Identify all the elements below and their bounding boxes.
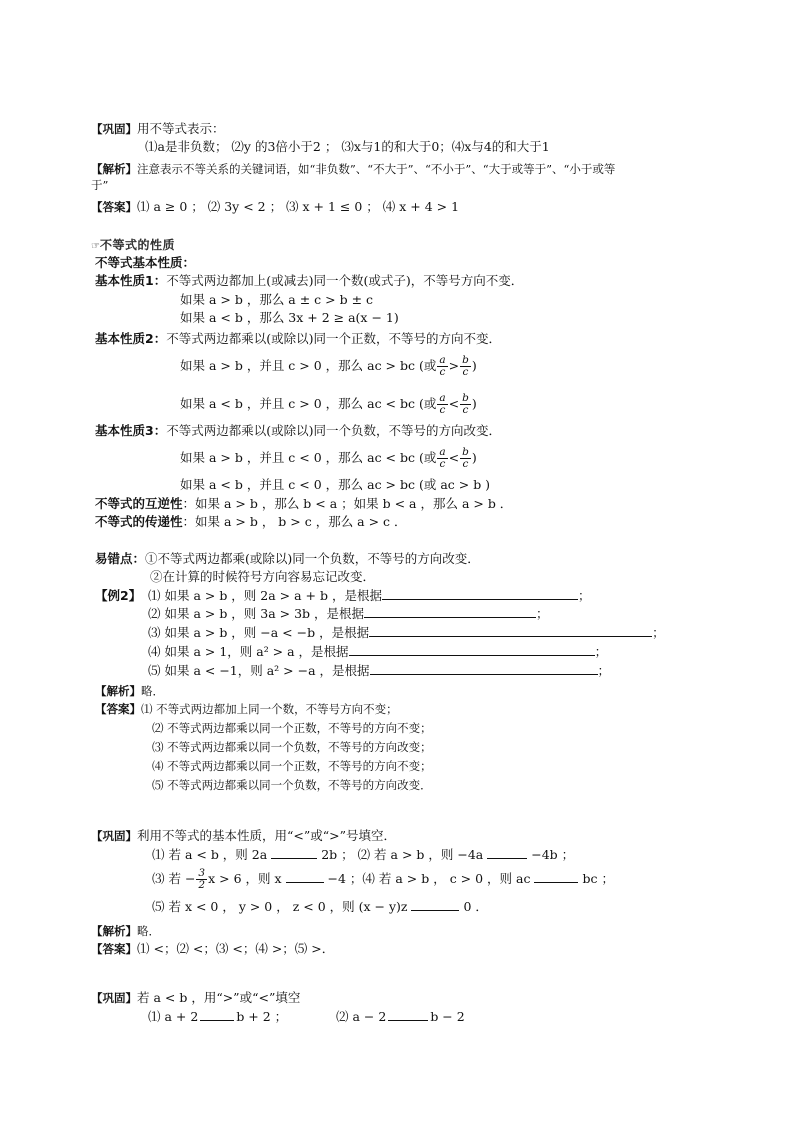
answer-blank[interactable] — [369, 624, 652, 637]
gonggu2-row-2: ⑶ 若 − $\frac{3}{2}$ x > 6 ，则 x −4 ；⑷ 若 a > b ， c > 0 ，则 ac bc ； — [152, 867, 614, 891]
example-2-jiexi: 【解析】略． — [95, 684, 164, 698]
property-2-label: 基本性质2： — [95, 331, 167, 346]
example-2-answer-2: ⑵ 不等式两边都乘以同一个正数，不等号的方向不变； — [152, 721, 432, 735]
gonggu1-answer — [91, 198, 459, 216]
gonggu2-answer: 【答案】⑴ <；⑵ <；⑶ <；⑷ >；⑸ >． — [91, 941, 335, 956]
label-li2: 【例2】 — [95, 588, 142, 603]
example-2-q3: ⑶ 如果 a > b ，则 −a < −b ，是根据 ； — [148, 625, 665, 640]
common-mistakes — [95, 550, 480, 568]
gonggu2-question: 【巩固】利用不等式的基本性质，用“<”或“>”号填空． — [91, 828, 397, 843]
jiexi-text: 注意表示不等关系的关键词语，如“非负数”、“不大于”、“不小于”、“大于或等于”、“小于或等 — [137, 162, 616, 176]
bullet-icon: ☞ — [91, 241, 100, 252]
reversibility — [95, 495, 512, 513]
answer-blank[interactable] — [349, 643, 595, 656]
answer-blank[interactable] — [286, 870, 324, 883]
answer-blank[interactable] — [370, 662, 598, 675]
property-1 — [95, 272, 523, 290]
gonggu3-question: 【巩固】若 a < b ，用“>”或“<”填空 — [91, 990, 301, 1005]
fraction: $\frac{b}{c}$ — [462, 354, 469, 378]
property-3-example-1: 如果 a > b ，并且 c < 0 ，那么 ac < bc (或 $\frac{a}{c}$ < $\frac{b}{c}$ ) — [180, 446, 477, 470]
property-2-text: 不等式两边都乘以(或除以)同一个正数，不等号的方向不变． — [166, 331, 501, 346]
gonggu3-item-2: ⑵ a − 2 b − 2 — [336, 1009, 465, 1024]
transitivity — [95, 513, 407, 531]
fraction: $\frac{a}{c}$ — [439, 446, 446, 470]
answer-blank[interactable] — [382, 587, 578, 600]
gonggu2-row-3: ⑸ 若 x < 0 ， y > 0 ， z < 0 ，则 (x − y)z 0 ． — [152, 899, 488, 914]
example-2-q1: 【例2】 ⑴ 如果 a > b ，则 2a > a + b ，是根据 ； — [95, 588, 591, 603]
gonggu1-jiexi-cont: 于” — [91, 178, 109, 192]
property-3 — [95, 422, 501, 440]
property-2-example-2: 如果 a < b ，并且 c > 0 ，那么 ac < bc (或 $\frac{a}{c}$ < $\frac{b}{c}$ ) — [180, 392, 477, 416]
label-jiexi: 【解析】 — [91, 924, 137, 938]
mistake-2: ②在计算的时候符号方向容易忘记改变． — [150, 569, 376, 584]
answer-blank[interactable] — [200, 1008, 234, 1021]
gonggu1-question — [91, 120, 225, 138]
fraction: $\frac{a}{c}$ — [439, 392, 446, 416]
common-mistakes-label: 易错点： — [95, 551, 146, 566]
fraction: $\frac{b}{c}$ — [462, 392, 469, 416]
answer-blank[interactable] — [364, 605, 536, 618]
answer-blank[interactable] — [271, 846, 317, 859]
gonggu2-row-1: ⑴ 若 a < b ，则 2a 2b ； ⑵ 若 a > b ，则 −4a −4b ； — [152, 847, 575, 862]
property-1-example-1: 如果 a > b ，那么 a ± c > b ± c — [180, 292, 374, 307]
gonggu2-jiexi: 【解析】略． — [91, 924, 160, 938]
property-3-example-2: 如果 a < b ，并且 c < 0 ，那么 ac > bc (或 ac > b ) — [180, 477, 491, 492]
example-2-answer-1: 【答案】⑴ 不等式两边都加上同一个数，不等号方向不变； — [95, 702, 398, 716]
example-2-answer-4: ⑷ 不等式两边都乘以同一个正数，不等号的方向不变； — [152, 759, 432, 773]
example-2-answer-3: ⑶ 不等式两边都乘以同一个负数，不等号的方向改变； — [152, 740, 432, 754]
answer-text: ⑴ a ≥ 0 ； ⑵ 3y < 2 ； ⑶ x + 1 ≤ 0 ； ⑷ x + 4 > 1 — [137, 199, 460, 214]
label-daan: 【答案】 — [91, 200, 137, 214]
gonggu1-items: ⑴a是非负数； ⑵y 的3倍小于2 ； ⑶x与1的和大于0；⑷x与4的和大于1 — [145, 139, 550, 154]
mistake-1: ①不等式两边都乘(或除以)同一个负数，不等号的方向改变． — [145, 551, 480, 566]
reversibility-text: ：如果 a > b ，那么 b < a ；如果 b < a ，那么 a > b ． — [182, 496, 513, 511]
label-gonggu: 【巩固】 — [91, 829, 137, 843]
property-2 — [95, 330, 501, 348]
answer-blank[interactable] — [411, 898, 459, 911]
basic-properties-heading: 不等式基本性质： — [95, 255, 196, 270]
example-2-q2: ⑵ 如果 a > b ，则 3a > 3b ，是根据 ； — [148, 606, 549, 621]
section-title: ☞不等式的性质 — [91, 238, 175, 252]
property-3-text: 不等式两边都乘以(或除以)同一个负数，不等号的方向改变． — [166, 423, 501, 438]
label-daan: 【答案】 — [91, 942, 137, 956]
answer-blank[interactable] — [534, 870, 578, 883]
property-1-label: 基本性质1： — [95, 273, 167, 288]
property-2-example-1: 如果 a > b ，并且 c > 0 ，那么 ac > bc (或 $\frac{a}{c}$ > $\frac{b}{c}$ ) — [180, 354, 477, 378]
transitivity-label: 不等式的传递性 — [95, 514, 183, 529]
fraction: $\frac{a}{c}$ — [439, 354, 446, 378]
answer-blank[interactable] — [487, 846, 527, 859]
label-jiexi: 【解析】 — [95, 684, 141, 698]
property-3-label: 基本性质3： — [95, 423, 167, 438]
label-daan: 【答案】 — [95, 702, 141, 716]
property-1-example-2: 如果 a < b ，那么 3x + 2 ≥ a(x − 1) — [180, 310, 399, 325]
label-jiexi: 【解析】 — [91, 162, 137, 176]
example-2-q4: ⑷ 如果 a > 1，则 a² > a ，是根据 ； — [148, 644, 608, 659]
transitivity-text: ：如果 a > b ， b > c ，那么 a > c ． — [182, 514, 407, 529]
property-1-text: 不等式两边都加上(或减去)同一个数(或式子)，不等号方向不变． — [166, 273, 524, 288]
reversibility-label: 不等式的互逆性 — [95, 496, 183, 511]
gonggu3-item-1: ⑴ a + 2 b + 2 ； — [148, 1009, 288, 1024]
fraction: $\frac{3}{2}$ — [198, 867, 206, 891]
answer-blank[interactable] — [388, 1008, 428, 1021]
question-text: 用不等式表示： — [137, 121, 225, 136]
fraction: $\frac{b}{c}$ — [462, 446, 469, 470]
example-2-answer-5: ⑸ 不等式两边都乘以同一个负数，不等号的方向改变． — [152, 778, 432, 792]
gonggu1-jiexi — [91, 160, 615, 178]
label-gonggu: 【巩固】 — [91, 991, 137, 1005]
example-2-q5: ⑸ 如果 a < −1，则 a² > −a ，是根据 ； — [148, 663, 611, 678]
label-gonggu: 【巩固】 — [91, 122, 137, 136]
